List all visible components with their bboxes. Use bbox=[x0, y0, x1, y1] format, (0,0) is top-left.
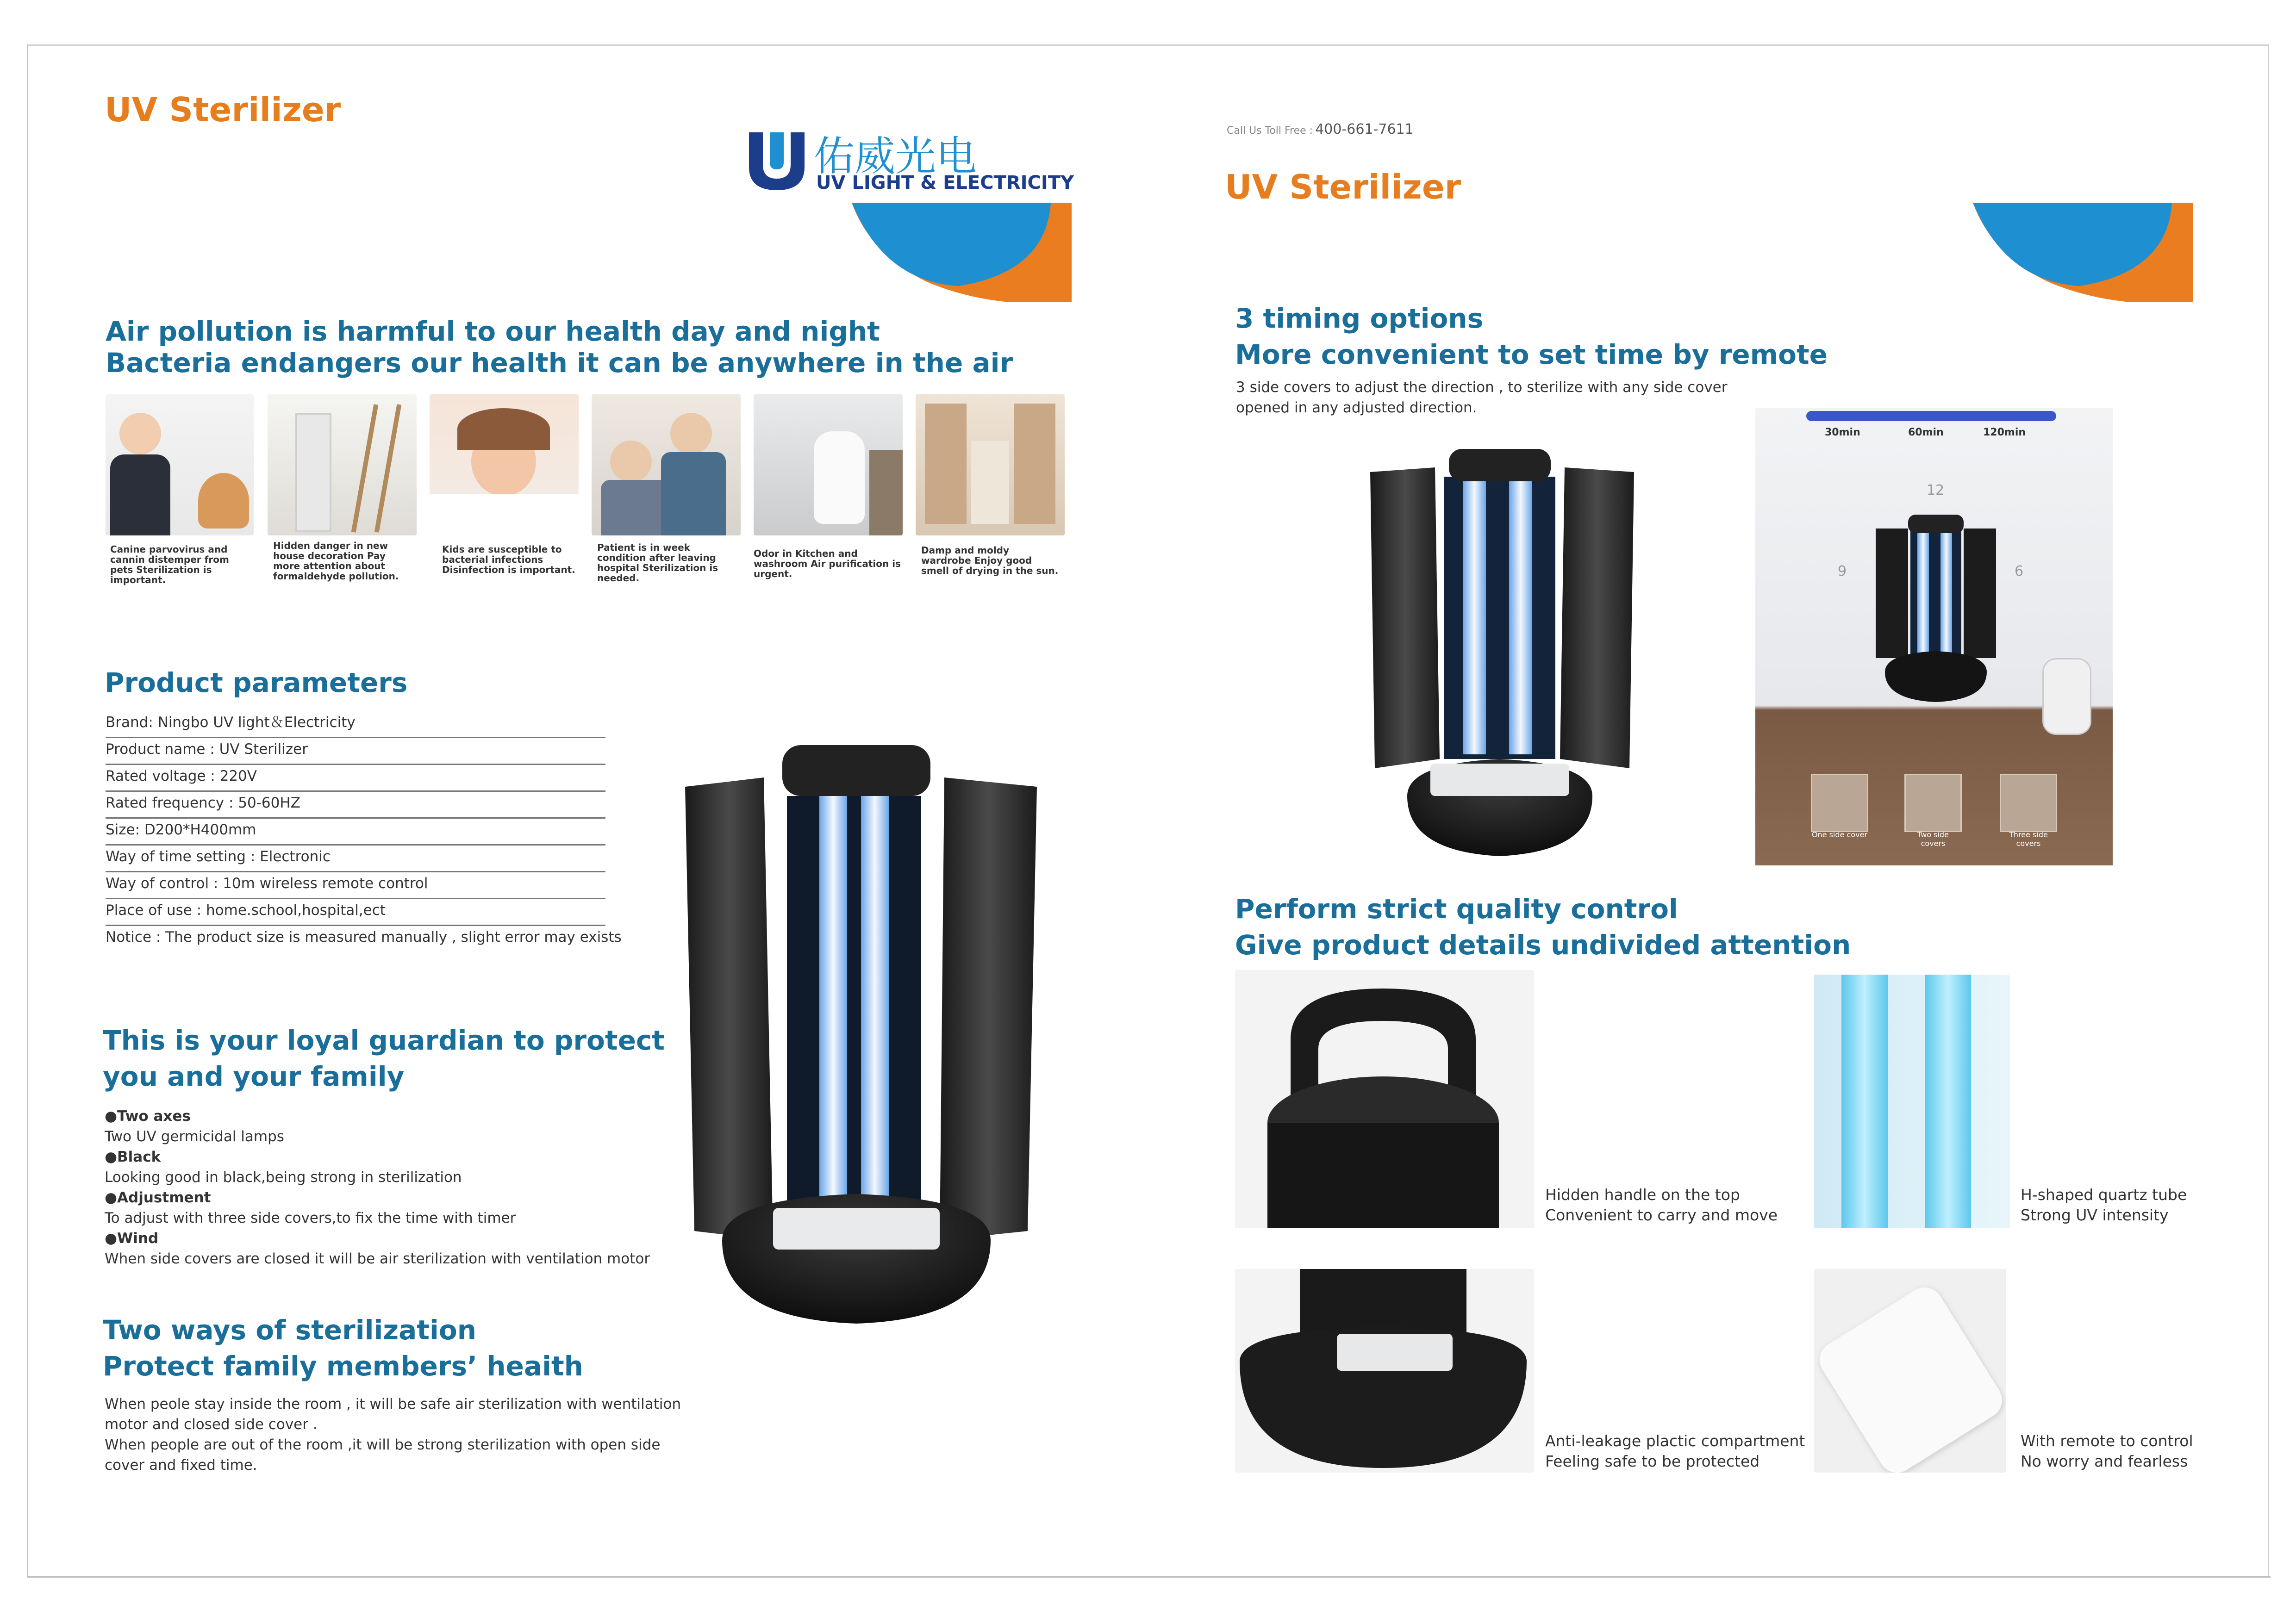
feature-text-wind: When side covers are closed it will be air sterilization with ventilation motor bbox=[105, 1250, 650, 1267]
photo-caption-6: Damp and moldy wardrobe Enjoy good smell of drying in the sun. bbox=[921, 545, 1059, 576]
product-image-open-covers bbox=[1361, 444, 1639, 861]
detail-caption-remote bbox=[2021, 1431, 2193, 1472]
detail-caption-tube bbox=[2021, 1185, 2187, 1225]
feature-title-adjustment: ●Adjustment bbox=[105, 1189, 211, 1206]
photo-caption-2: Hidden danger in new house decoration Pay more attention about formaldehyde pollution. bbox=[273, 540, 399, 582]
cover-option-two bbox=[1904, 774, 1962, 832]
logo-chinese-text: 佑威光电 bbox=[814, 132, 977, 180]
cover-label-two: Two side covers bbox=[1917, 830, 1949, 848]
detail-photo-remote bbox=[1814, 1269, 2006, 1473]
timing-heading bbox=[1235, 300, 1828, 373]
decorative-swoosh-right bbox=[1973, 203, 2193, 302]
ways-heading-line-2: Protect family members’ heaith bbox=[103, 1350, 583, 1382]
cover-option-three bbox=[2000, 774, 2057, 832]
clock-label-9: 9 bbox=[1838, 563, 1847, 579]
photo-child-with-dog bbox=[106, 394, 254, 535]
timer-slider-bar bbox=[1806, 411, 2056, 421]
feature-title-black: ●Black bbox=[105, 1149, 161, 1165]
param-row-frequency: Rated frequency : 50-60HZ bbox=[106, 790, 605, 819]
timing-text bbox=[1236, 377, 1727, 418]
feature-text-adjustment: To adjust with three side covers,to fix the time with timer bbox=[105, 1210, 516, 1226]
timer-label-120: 120min bbox=[1983, 427, 2026, 438]
detail-caption-tube-1: H-shaped quartz tube bbox=[2021, 1186, 2187, 1204]
feature-title-two-axes: ●Two axes bbox=[105, 1108, 191, 1125]
detail-photo-base bbox=[1235, 1269, 1534, 1473]
timer-label-30: 30min bbox=[1825, 427, 1860, 438]
ways-heading bbox=[103, 1312, 583, 1385]
param-row-size: Size: D200*H400mm bbox=[106, 817, 605, 846]
timing-text-line-1: 3 side covers to adjust the direction , to sterilize with any side cover bbox=[1236, 379, 1728, 396]
page-border-right bbox=[2268, 44, 2269, 1576]
photo-caption-4: Patient is in week condition after leaving hospital Sterilization is needed. bbox=[597, 542, 718, 584]
detail-caption-remote-2: No worry and fearless bbox=[2021, 1452, 2188, 1470]
param-row-product-name: Product name : UV Sterilizer bbox=[106, 737, 605, 765]
guardian-heading-line-1: This is your loyal guardian to protect bbox=[103, 1025, 665, 1056]
param-row-notice: Notice : The product size is measured manually , slight error may exists bbox=[106, 929, 622, 945]
photo-caption-5: Odor in Kitchen and washroom Air purification is urgent. bbox=[754, 548, 901, 579]
param-row-time-setting: Way of time setting : Electronic bbox=[106, 844, 605, 872]
company-logo bbox=[744, 128, 1078, 197]
detail-caption-base bbox=[1545, 1431, 1805, 1472]
param-row-place: Place of use : home.school,hospital,ect bbox=[106, 898, 605, 926]
ways-text-line-1: When peole stay inside the room , it will be safe air sterilization with wentilation bbox=[105, 1396, 681, 1412]
param-row-brand: Brand: Ningbo UV light＆Electricity bbox=[106, 710, 605, 738]
feature-title-wind: ●Wind bbox=[105, 1230, 159, 1247]
timing-text-line-2: opened in any adjusted direction. bbox=[1236, 399, 1477, 416]
feature-text-black: Looking good in black,being strong in sterilization bbox=[105, 1169, 462, 1186]
photo-caption-1: Canine parvovirus and cannin distemper from pets Sterilization is important. bbox=[110, 544, 229, 585]
ways-text bbox=[105, 1394, 681, 1475]
detail-caption-base-1: Anti-leakage plactic compartment bbox=[1545, 1432, 1805, 1450]
param-row-control: Way of control : 10m wireless remote control bbox=[106, 871, 605, 899]
quality-heading-line-1: Perform strict quality control bbox=[1235, 893, 1678, 925]
timer-scene-product bbox=[1866, 510, 2005, 704]
pollution-heading-line-1: Air pollution is harmful to our health day and night bbox=[106, 316, 880, 347]
timer-scene-image bbox=[1755, 408, 2113, 865]
right-title: UV Sterilizer bbox=[1225, 168, 1461, 206]
photo-sick-child bbox=[430, 394, 579, 535]
photo-house-decoration bbox=[268, 394, 417, 535]
logo-english-text: UV LIGHT & ELECTRICITY bbox=[816, 172, 1074, 193]
ways-text-line-4: cover and fixed time. bbox=[105, 1457, 257, 1474]
pollution-heading-line-2: Bacteria endangers our health it can be anywhere in the air bbox=[106, 347, 1013, 379]
timing-heading-line-2: More convenient to set time by remote bbox=[1235, 339, 1828, 370]
detail-caption-handle bbox=[1545, 1185, 1778, 1225]
call-us-number: 400-661-7611 bbox=[1315, 121, 1414, 137]
ways-heading-line-1: Two ways of sterilization bbox=[103, 1314, 477, 1346]
ways-text-line-2: motor and closed side cover . bbox=[105, 1416, 318, 1433]
timing-heading-line-1: 3 timing options bbox=[1235, 303, 1484, 334]
photo-elderly-patient bbox=[592, 394, 741, 535]
photo-wardrobe bbox=[916, 394, 1065, 535]
guardian-heading bbox=[103, 1022, 665, 1095]
params-heading: Product parameters bbox=[105, 667, 408, 698]
call-us-label: Call Us Toll Free : bbox=[1227, 125, 1313, 137]
cover-label-three: Three side covers bbox=[2009, 830, 2048, 848]
cover-option-one bbox=[1811, 774, 1868, 832]
cover-label-one: One side cover bbox=[1811, 830, 1867, 839]
ways-text-line-3: When people are out of the room ,it will be strong sterilization with open side bbox=[105, 1436, 661, 1453]
guardian-heading-line-2: you and your family bbox=[103, 1061, 405, 1092]
param-row-voltage: Rated voltage : 220V bbox=[106, 764, 605, 792]
feature-list bbox=[105, 1106, 650, 1269]
detail-caption-base-2: Feeling safe to be protected bbox=[1545, 1452, 1760, 1470]
pollution-heading bbox=[106, 313, 1013, 381]
logo-mark-icon bbox=[744, 128, 809, 193]
timer-label-60: 60min bbox=[1908, 427, 1944, 438]
decorative-swoosh-left bbox=[852, 203, 1072, 302]
detail-photo-quartz-tube bbox=[1814, 975, 2010, 1228]
detail-caption-handle-1: Hidden handle on the top bbox=[1545, 1186, 1740, 1204]
detail-caption-handle-2: Convenient to carry and move bbox=[1545, 1206, 1778, 1224]
detail-caption-tube-2: Strong UV intensity bbox=[2021, 1206, 2169, 1224]
quality-heading bbox=[1235, 890, 1851, 964]
clock-label-6: 6 bbox=[2015, 563, 2024, 579]
left-title: UV Sterilizer bbox=[105, 90, 341, 129]
feature-text-two-axes: Two UV germicidal lamps bbox=[105, 1128, 284, 1145]
remote-in-hand bbox=[2042, 658, 2091, 735]
quality-heading-line-2: Give product details undivided attention bbox=[1235, 929, 1851, 961]
detail-photo-handle bbox=[1235, 970, 1534, 1228]
photo-washroom bbox=[754, 394, 903, 535]
photo-caption-3: Kids are susceptible to bacterial infections Disinfection is important. bbox=[442, 544, 575, 575]
detail-caption-remote-1: With remote to control bbox=[2021, 1432, 2193, 1450]
call-us bbox=[1227, 121, 1414, 137]
clock-label-12: 12 bbox=[1927, 482, 1945, 498]
product-image-large bbox=[667, 736, 1046, 1333]
